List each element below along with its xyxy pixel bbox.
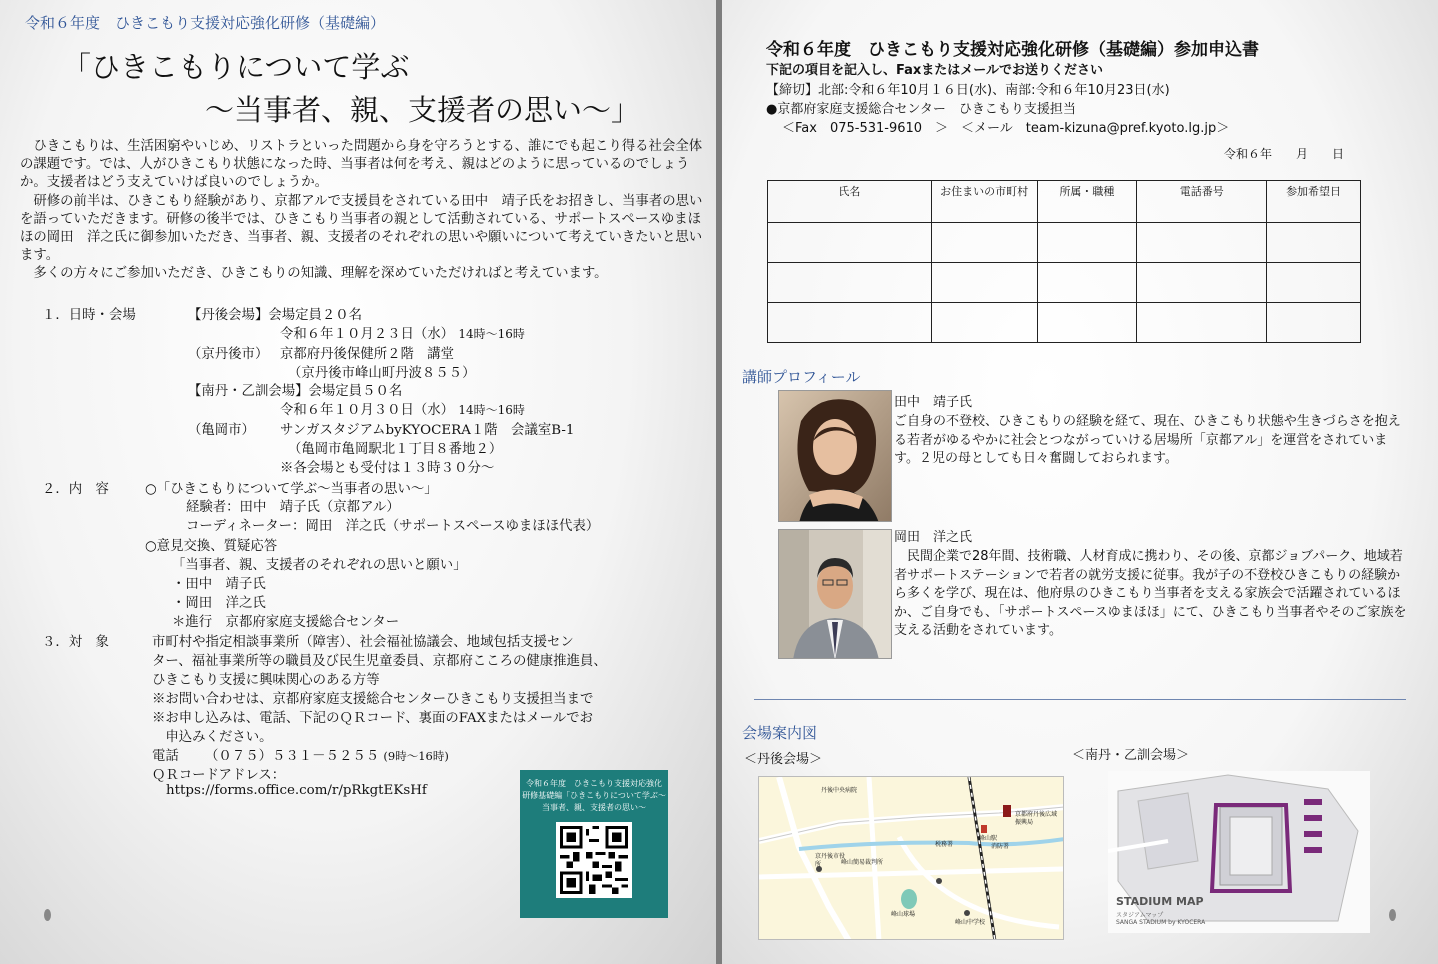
column-header: 参加希望日 — [1267, 181, 1361, 223]
map-school: 峰山中学校 — [955, 919, 986, 926]
intro-paragraph: ひきこもりは、生活困窮やいじめ、リストラといった問題から身を守ろうとする、誰にでも起こり得る社会全体の課題です。では、人がひきこもり状態になった時、当事者は何を考え、親はどのように思っているのでしょうか。支援者はどう支えていけば良いのでしょうか。 — [20, 139, 703, 191]
application-table — [767, 180, 1361, 343]
column-header: 電話番号 — [1137, 181, 1267, 223]
stadium-map-title: STADIUM MAP — [1116, 895, 1204, 908]
venue2-place: サンガスタジアムbyKYOCERA１階 会議室B-1 — [280, 423, 575, 438]
venue1-name: 【丹後会場】会場定員２０名 — [188, 308, 363, 323]
page-hole-icon — [1389, 909, 1396, 921]
phone-hours: (9時～16時) — [383, 749, 449, 763]
column-header: お住まいの市町村 — [931, 181, 1037, 223]
intro-paragraph: 研修の前半は、ひきこもり経験があり、京都アルで支援員をされている田中 靖子氏をお招きし、当事者の思いを語っていただきます。研修の後半では、ひきこもり当事者の親として活動されている、サポートスペースゆまほほの岡田 洋之氏に御参加いただき、当事者、親、支援者のそれぞれの思いや願いについて考えていきたいと思います。 — [20, 193, 703, 264]
venue2-date: 令和６年１０月３０日（水） 14時～16時 — [280, 403, 525, 418]
deadline: 【締切】北部:令和６年10月１６日(水)、南部:令和６年10月23日(水) — [766, 83, 1170, 98]
stadium-map-subtitle: スタジアムマップ — [1116, 912, 1164, 919]
venue1-address: （京丹後市峰山町丹波８５５） — [288, 366, 476, 381]
phone-line — [152, 745, 449, 764]
city-cell[interactable] — [931, 263, 1037, 303]
lecturer2-bio: 民間企業で28年間、技術職、人材育成に携わり、その後、京都ジョブパーク、地域若者サポートステーションで若者の就労支援に従事。我が子の不登校ひきこもりの経験から多くを学び、現在は、他府県のひきこもり当事者を支える家族会で活躍されているほか、ご自身でも、「サポートスペースゆまほほ」にて、ひきこもり当事者やそのご家族を支える活動をされています。 — [894, 549, 1407, 639]
city-cell[interactable] — [931, 223, 1037, 263]
lecturer-section-title: 講師プロフィール — [742, 368, 861, 386]
lecturer1-photo — [778, 390, 892, 522]
qr-label: ＱＲコードアドレス： — [152, 768, 286, 783]
content-item-2-person: ・田中 靖子氏 — [172, 577, 266, 592]
affiliation-cell[interactable] — [1037, 263, 1137, 303]
affiliation-cell[interactable] — [1037, 303, 1137, 343]
name-cell[interactable] — [768, 263, 932, 303]
lecturer2-photo — [778, 529, 892, 659]
content-item-1: ○「ひきこもりについて学ぶ～当事者の思い～」 — [145, 482, 438, 497]
table-row — [768, 303, 1361, 343]
divider — [754, 699, 1406, 700]
lecturer2-name: 岡田 洋之氏 — [894, 530, 973, 545]
date-cell[interactable] — [1267, 223, 1361, 263]
application-note: 申込みください。 — [152, 730, 273, 745]
map-station: 峰山駅 — [979, 835, 998, 842]
form-title: 令和６年度 ひきこもり支援対応強化研修（基礎編）参加申込書 — [766, 40, 1259, 60]
phone-label: 電話 — [152, 749, 179, 764]
qr-code-icon[interactable] — [556, 822, 632, 898]
application-note: ※お申し込みは、電話、下記のＱＲコード、裏面のFAXまたはメールでお — [152, 711, 593, 726]
venue2-address: （亀岡市亀岡駅北１丁目８番地２） — [288, 442, 503, 457]
intro-paragraph: 多くの方々にご参加いただき、ひきこもりの知識、理解を深めていただければと考えています。 — [33, 266, 608, 282]
map-cityhall: 京丹後市役所 — [815, 853, 846, 868]
map-ground: 峰山球場 — [891, 911, 916, 918]
name-cell[interactable] — [768, 223, 932, 263]
venue2-city: （亀岡市） — [188, 423, 255, 438]
section-1-label: １．日時・会場 — [42, 308, 136, 323]
map-tax-office: 税務署 — [935, 841, 954, 848]
name-cell[interactable] — [768, 303, 932, 343]
date-cell[interactable] — [1267, 303, 1361, 343]
map-section-title: 会場案内図 — [742, 724, 818, 742]
section-2-label: ２．内 容 — [42, 482, 109, 497]
intro-text — [20, 138, 706, 284]
application-form-page — [722, 0, 1438, 964]
qr-card-line: 令和６年度 ひきこもり支援対応強化 — [526, 779, 662, 788]
map2-label: ＜南丹・乙訓会場＞ — [1072, 748, 1190, 763]
target-line: 市町村や指定相談事業所（障害）、社会福祉協議会、地域包括支援セン — [152, 635, 574, 650]
phone-cell[interactable] — [1137, 303, 1267, 343]
event-header: 令和６年度 ひきこもり支援対応強化研修（基礎編） — [25, 14, 386, 32]
flyer-front-page — [0, 0, 716, 964]
content-item-1-coordinator: コーディネーター：岡田 洋之氏（サポートスペースゆまほほ代表） — [186, 519, 600, 534]
lecturer1-bio: ご自身の不登校、ひきこもりの経験を経て、現在、ひきこもり状態や生きづらさを抱える若者がゆるやかに社会とつながっていける居場所「京都アル」を運営をされています。２児の母としても日々奮闘しておられます。 — [894, 414, 1401, 467]
phone-number[interactable]: （０７５）５３１－５２５５ — [205, 749, 380, 764]
affiliation-cell[interactable] — [1037, 223, 1137, 263]
target-line: ひきこもり支援に興味関心のある方等 — [152, 673, 380, 688]
page-hole-icon — [44, 909, 51, 921]
title-line-2: ～当事者、親、支援者の思い～」 — [205, 93, 641, 127]
venue1-city: （京丹後市） — [188, 347, 269, 362]
tango-venue-map[interactable] — [758, 776, 1064, 940]
qr-card-line: 当事者、親、支援者の思い～ — [542, 803, 646, 812]
table-row — [768, 263, 1361, 303]
form-subtitle: 下記の項目を記入し、Faxまたはメールでお送りください — [766, 63, 1104, 78]
content-item-2-person: ・岡田 洋之氏 — [172, 596, 266, 611]
phone-cell[interactable] — [1137, 263, 1267, 303]
content-item-2: ○意見交換、質疑応答 — [145, 539, 278, 554]
map-court: 峰山簡易裁判所 — [841, 859, 884, 866]
city-cell[interactable] — [931, 303, 1037, 343]
map-hospital: 丹後中央病院 — [821, 787, 858, 794]
content-item-2-facilitator: ＊進行 京都府家庭支援総合センター — [172, 615, 400, 630]
stadium-brand: SANGA STADIUM by KYOCERA — [1116, 919, 1206, 926]
venue1-date: 令和６年１０月２３日（水） 14時～16時 — [280, 327, 525, 342]
qr-card-line: 研修基礎編「ひきこもりについて学ぶ～ — [522, 791, 666, 800]
table-row — [768, 223, 1361, 263]
reception-note: ※各会場とも受付は１３時３０分～ — [280, 461, 495, 476]
venue2-name: 【南丹・乙訓会場】会場定員５０名 — [188, 384, 403, 399]
inquiry-note: ※お問い合わせは、京都府家庭支援総合センターひきこもり支援担当まで — [152, 692, 594, 707]
column-header: 氏名 — [768, 181, 932, 223]
phone-cell[interactable] — [1137, 223, 1267, 263]
qr-card — [520, 770, 668, 918]
content-item-1-speaker: 経験者：田中 靖子氏（京都アル） — [186, 500, 400, 515]
contact-line[interactable]: ＜Fax 075-531-9610 ＞ ＜メール team-kizuna@pref.kyoto.lg.jp＞ — [782, 121, 1230, 136]
map1-label: ＜丹後会場＞ — [744, 752, 823, 767]
lecturer1-name: 田中 靖子氏 — [894, 395, 973, 410]
map-office: 京都府丹後広域振興局 — [1015, 811, 1058, 826]
venue1-place: 京都府丹後保健所２階 講堂 — [280, 347, 455, 362]
title-line-1: 「ひきこもりについて学ぶ — [62, 50, 410, 84]
map-fire-station: 消防署 — [991, 843, 1010, 850]
nantan-venue-map[interactable] — [1108, 771, 1370, 933]
content-item-2-theme: 「当事者、親、支援者のそれぞれの思いと願い」 — [172, 558, 467, 573]
qr-url-link[interactable]: https://forms.office.com/r/pRkgtEKsHf — [166, 783, 427, 798]
form-date: 令和６年 月 日 — [1224, 147, 1345, 161]
column-header: 所属・職種 — [1037, 181, 1137, 223]
date-cell[interactable] — [1267, 263, 1361, 303]
target-line: ター、福祉事業所等の職員及び民生児童委員、京都府こころの健康推進員、 — [152, 654, 607, 669]
section-3-label: ３．対 象 — [42, 635, 109, 650]
organization: ●京都府家庭支援総合センター ひきこもり支援担当 — [766, 102, 1076, 117]
